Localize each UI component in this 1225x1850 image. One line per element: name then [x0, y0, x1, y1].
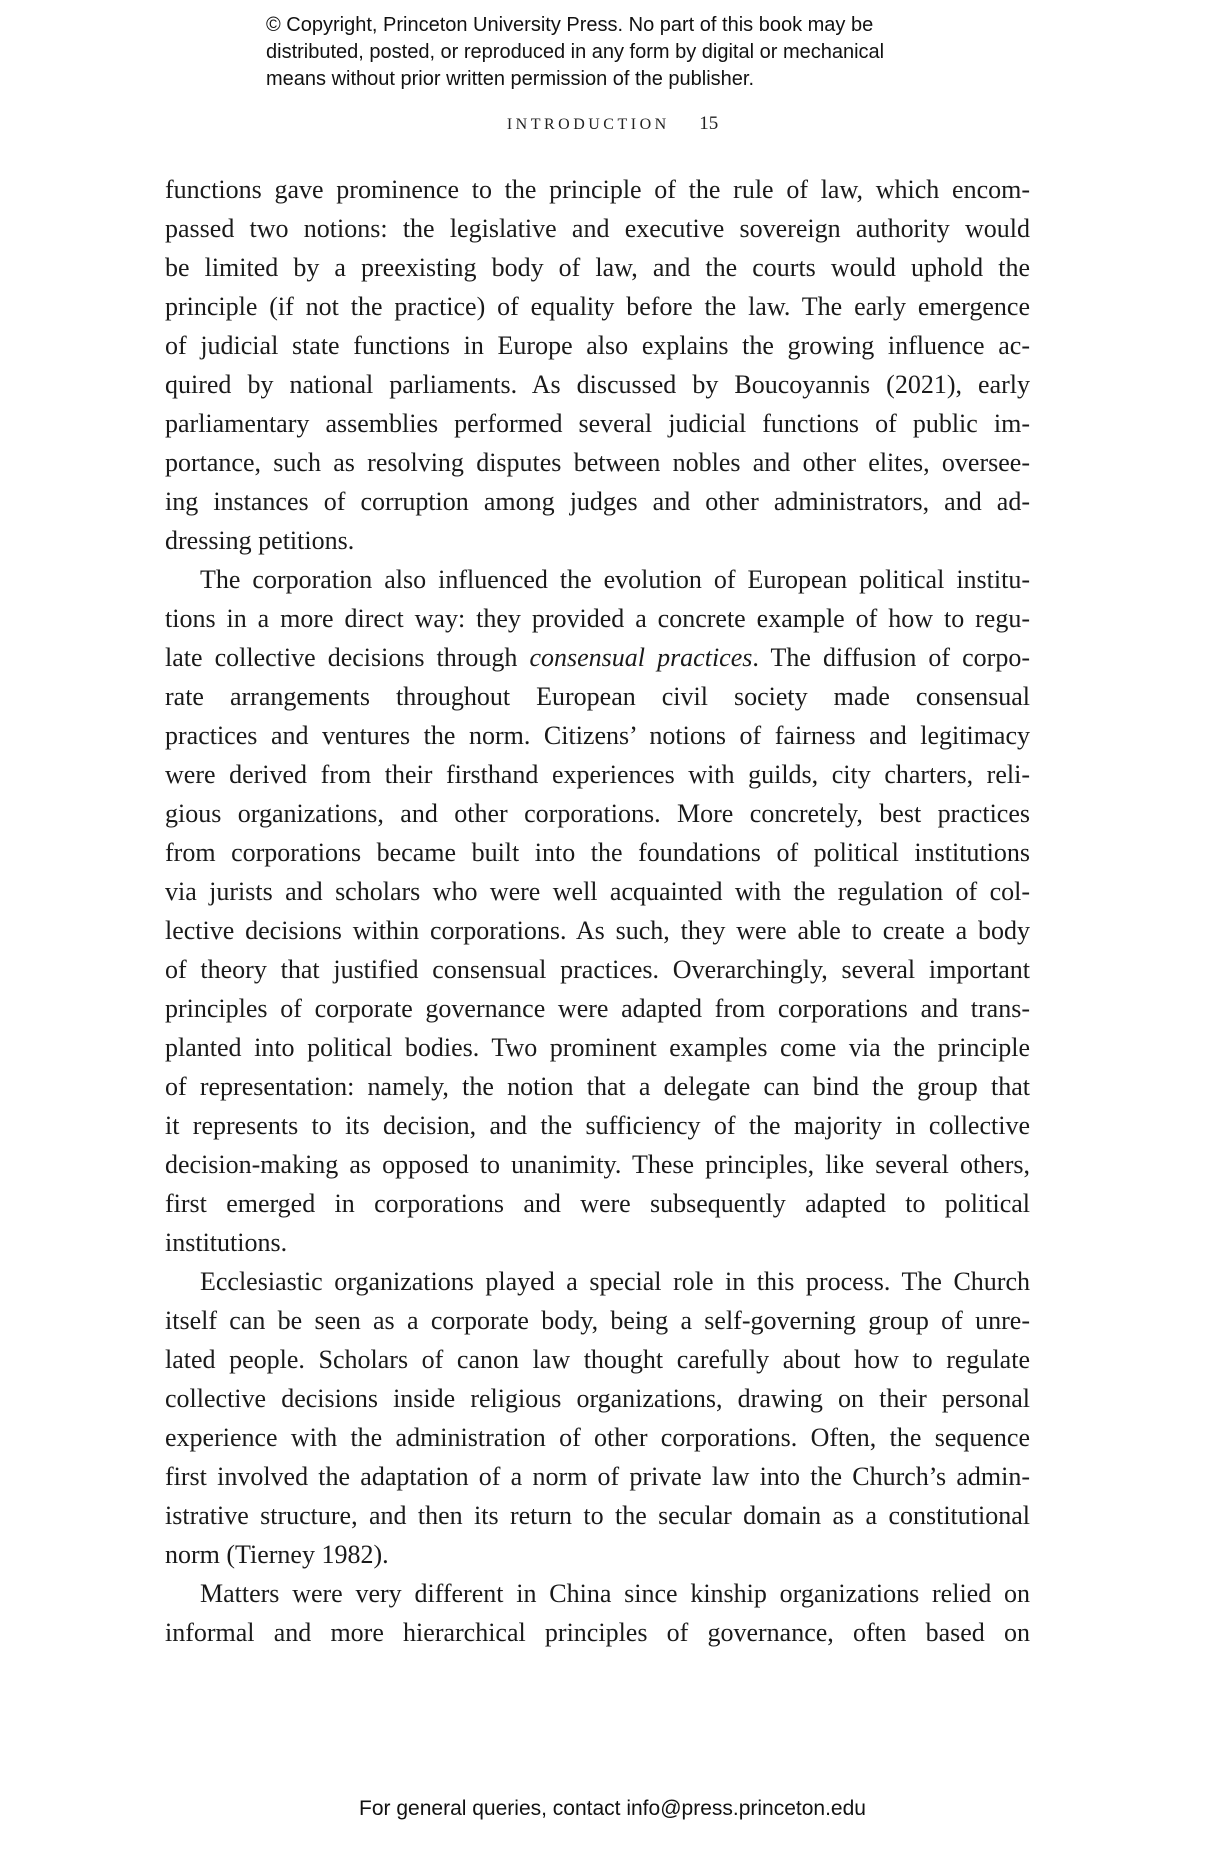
page-number: 15	[699, 113, 719, 134]
text-line: Ecclesiastic organizations played a special role in this process. The Church	[200, 1267, 1030, 1296]
text-line: planted into political bodies. Two prominent examples come via the principle	[165, 1033, 1030, 1062]
copyright-line: © Copyright, Princeton University Press. No part of this book may be	[266, 14, 874, 36]
text-line	[165, 638, 1030, 677]
text-line: tions in a more direct way: they provided a concrete example of how to regu-	[165, 604, 1030, 633]
text-run: . The diffusion of corpo-	[752, 643, 1030, 672]
emphasis-text: consensual practices	[529, 643, 753, 672]
text-line: rate arrangements throughout European civil society made consensual	[165, 682, 1030, 711]
text-line: parliamentary assemblies performed several judicial functions of public im-	[165, 409, 1030, 438]
body-text	[165, 170, 1030, 1652]
footer-contact: For general queries, contact info@press.princeton.edu	[359, 1797, 866, 1820]
text-line: gious organizations, and other corporations. More concretely, best practices	[165, 799, 1030, 828]
running-head-section: INTRODUCTION	[506, 116, 670, 133]
running-head	[0, 113, 1225, 135]
text-line: informal and more hierarchical principles of governance, often based on	[165, 1618, 1030, 1647]
copyright-line: distributed, posted, or reproduced in any form by digital or mechanical	[266, 41, 885, 63]
text-line: ing instances of corruption among judges and other administrators, and ad-	[165, 487, 1030, 516]
text-line: decision-making as opposed to unanimity. These principles, like several others,	[165, 1150, 1030, 1179]
text-line: from corporations became built into the foundations of political institutions	[165, 838, 1030, 867]
text-line: principle (if not the practice) of equality before the law. The early emergence	[165, 292, 1030, 321]
text-line: of theory that justified consensual practices. Overarchingly, several important	[165, 955, 1030, 984]
text-line: first emerged in corporations and were subsequently adapted to political	[165, 1189, 1030, 1218]
text-line: norm (Tierney 1982).	[165, 1540, 389, 1569]
text-run: late collective decisions through	[165, 643, 530, 672]
text-line: experience with the administration of other corporations. Often, the sequence	[165, 1423, 1030, 1452]
text-line: dressing petitions.	[165, 526, 355, 555]
text-line: institutions.	[165, 1228, 288, 1257]
text-line: itself can be seen as a corporate body, being a self-governing group of unre-	[165, 1306, 1030, 1335]
text-line: of representation: namely, the notion that a delegate can bind the group that	[165, 1072, 1030, 1101]
copyright-notice	[266, 12, 1006, 93]
text-line: first involved the adaptation of a norm of private law into the Church’s admin-	[165, 1462, 1030, 1491]
text-line: collective decisions inside religious organizations, drawing on their personal	[165, 1384, 1030, 1413]
text-line: of judicial state functions in Europe also explains the growing influence ac-	[165, 331, 1030, 360]
text-line: quired by national parliaments. As discussed by Boucoyannis (2021), early	[165, 370, 1030, 399]
text-line: portance, such as resolving disputes between nobles and other elites, oversee-	[165, 448, 1030, 477]
text-line: functions gave prominence to the principle of the rule of law, which encom-	[165, 175, 1030, 204]
text-line: lated people. Scholars of canon law thought carefully about how to regulate	[165, 1345, 1030, 1374]
text-line: via jurists and scholars who were well acquainted with the regulation of col-	[165, 877, 1030, 906]
copyright-line: means without prior written permission of the publisher.	[266, 68, 755, 90]
text-line: The corporation also influenced the evolution of European political institu-	[200, 565, 1030, 594]
text-line: were derived from their firsthand experiences with guilds, city charters, reli-	[165, 760, 1030, 789]
text-line: Matters were very different in China since kinship organizations relied on	[200, 1579, 1030, 1608]
text-line: passed two notions: the legislative and executive sovereign authority would	[165, 214, 1030, 243]
text-line: istrative structure, and then its return to the secular domain as a constitutional	[165, 1501, 1030, 1530]
text-line: it represents to its decision, and the sufficiency of the majority in collective	[165, 1111, 1030, 1140]
text-line: lective decisions within corporations. As such, they were able to create a body	[165, 916, 1030, 945]
text-line: be limited by a preexisting body of law, and the courts would uphold the	[165, 253, 1030, 282]
text-line: practices and ventures the norm. Citizens’ notions of fairness and legitimacy	[165, 721, 1030, 750]
text-line: principles of corporate governance were adapted from corporations and trans-	[165, 994, 1030, 1023]
